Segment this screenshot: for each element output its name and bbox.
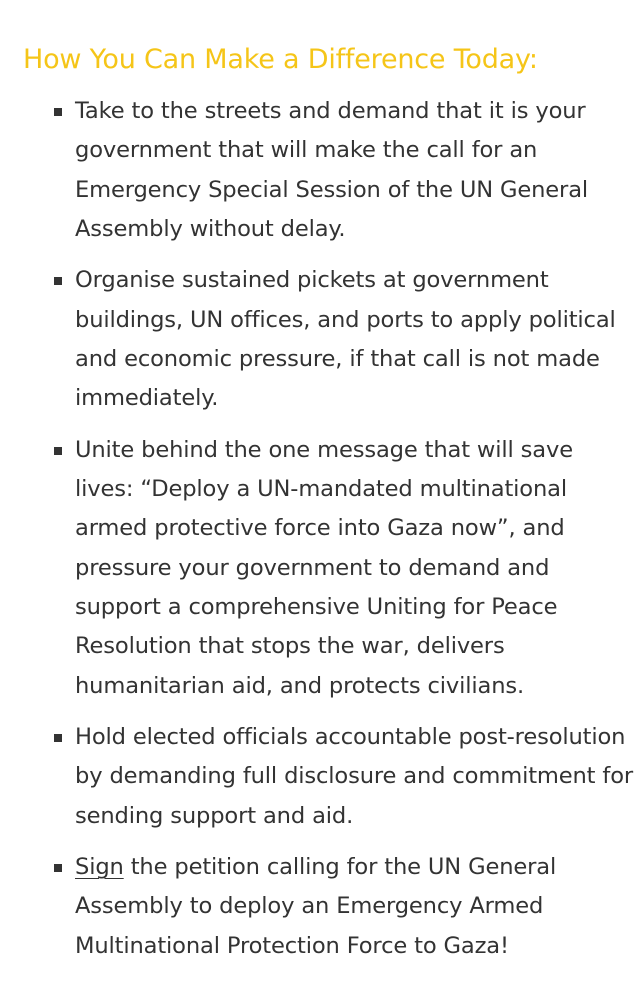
list-item-text: Organise sustained pickets at government buildings, UN offices, and ports to apply political and economic pressure, if that call is not made immediately.	[75, 267, 616, 412]
list-item-text: Take to the streets and demand that it is your government that will make the call for an Emergency Special Session of the UN General Assembly without delay.	[75, 98, 589, 242]
square-bullet-icon	[54, 734, 62, 742]
section-heading: How You Can Make a Difference Today:	[23, 44, 538, 75]
list-item	[23, 92, 635, 249]
square-bullet-icon	[54, 108, 62, 116]
list-item	[23, 261, 635, 418]
list-item	[23, 848, 635, 966]
square-bullet-icon	[54, 277, 62, 285]
sign-petition-link[interactable]: Sign	[75, 854, 124, 881]
list-item-text: Unite behind the one message that will save lives: “Deploy a UN-mandated multinational armed protective force into Gaza now”, and pressure your government to demand and support a comprehensive Uniting for Peace Resolution that stops the war, delivers humanitarian aid, and protects civilians.	[75, 436, 573, 699]
list-item-text: Hold elected officials accountable post-resolution by demanding full disclosure and commitment for sending support and aid.	[75, 724, 634, 829]
square-bullet-icon	[54, 447, 62, 455]
list-item	[23, 431, 635, 706]
list-item-text: the petition calling for the UN General Assembly to deploy an Emergency Armed Multinational Protection Force to Gaza!	[75, 854, 557, 959]
square-bullet-icon	[54, 864, 62, 872]
action-list	[23, 92, 638, 966]
list-item	[23, 718, 635, 836]
